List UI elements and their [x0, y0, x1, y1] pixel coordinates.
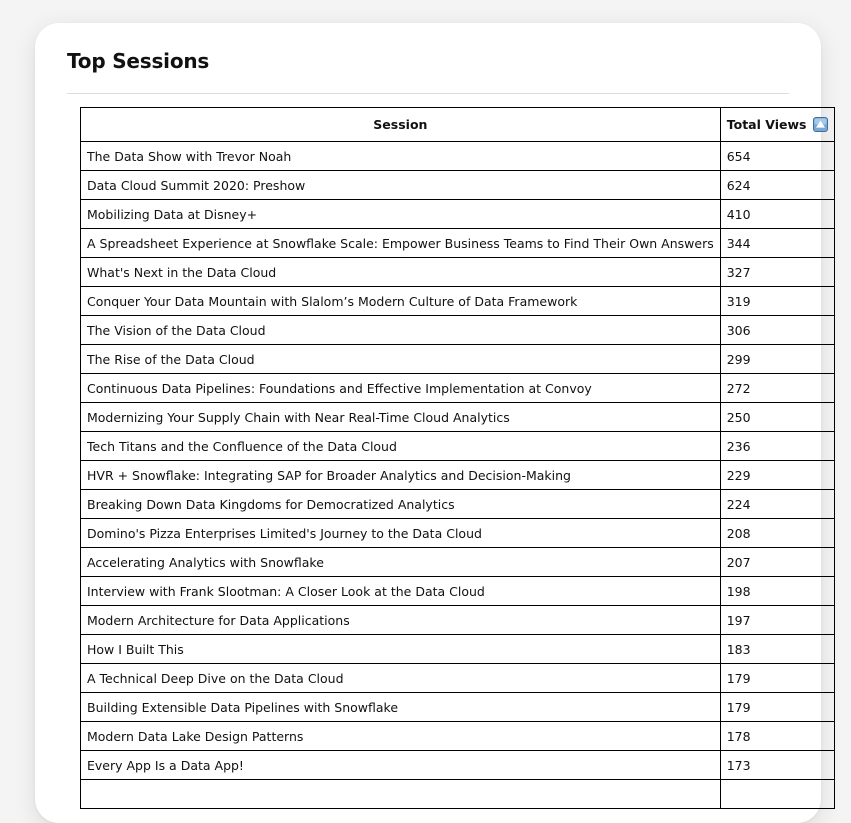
session-cell: Modern Architecture for Data Applications — [81, 606, 721, 635]
session-cell: Domino's Pizza Enterprises Limited's Journey to the Data Cloud — [81, 519, 721, 548]
session-cell: Modern Data Lake Design Patterns — [81, 722, 721, 751]
total-views-cell: 624 — [720, 171, 834, 200]
total-views-cell: 207 — [720, 548, 834, 577]
total-views-column-header[interactable] — [720, 108, 834, 142]
session-cell: What's Next in the Data Cloud — [81, 258, 721, 287]
table-row — [81, 606, 835, 635]
total-views-cell: 229 — [720, 461, 834, 490]
table-row — [81, 635, 835, 664]
table-row — [81, 258, 835, 287]
session-cell — [81, 780, 721, 809]
session-cell: Continuous Data Pipelines: Foundations and Effective Implementation at Convoy — [81, 374, 721, 403]
table-row — [81, 403, 835, 432]
table-row — [81, 316, 835, 345]
table-row — [81, 200, 835, 229]
total-views-cell: 179 — [720, 664, 834, 693]
session-cell: Breaking Down Data Kingdoms for Democratized Analytics — [81, 490, 721, 519]
session-cell: A Spreadsheet Experience at Snowflake Scale: Empower Business Teams to Find Their Own Answers — [81, 229, 721, 258]
total-views-cell: 654 — [720, 142, 834, 171]
total-views-header-label: Total Views — [726, 117, 807, 132]
session-cell: Modernizing Your Supply Chain with Near Real-Time Cloud Analytics — [81, 403, 721, 432]
total-views-cell: 173 — [720, 751, 834, 780]
total-views-cell: 306 — [720, 316, 834, 345]
table-row — [81, 780, 835, 809]
table-row — [81, 432, 835, 461]
session-cell: How I Built This — [81, 635, 721, 664]
session-cell: A Technical Deep Dive on the Data Cloud — [81, 664, 721, 693]
table-header-row — [81, 108, 835, 142]
total-views-cell: 299 — [720, 345, 834, 374]
session-cell: The Vision of the Data Cloud — [81, 316, 721, 345]
table-row — [81, 519, 835, 548]
total-views-cell: 344 — [720, 229, 834, 258]
session-cell: Accelerating Analytics with Snowflake — [81, 548, 721, 577]
total-views-cell: 319 — [720, 287, 834, 316]
table-row — [81, 345, 835, 374]
table-row — [81, 142, 835, 171]
table-row — [81, 461, 835, 490]
session-cell: Data Cloud Summit 2020: Preshow — [81, 171, 721, 200]
session-cell: Mobilizing Data at Disney+ — [81, 200, 721, 229]
session-column-header[interactable] — [81, 108, 721, 142]
table-row — [81, 374, 835, 403]
session-cell: Every App Is a Data App! — [81, 751, 721, 780]
table-row — [81, 664, 835, 693]
table-row — [81, 490, 835, 519]
session-cell: Interview with Frank Slootman: A Closer Look at the Data Cloud — [81, 577, 721, 606]
total-views-cell: 208 — [720, 519, 834, 548]
table-row — [81, 548, 835, 577]
table-row — [81, 722, 835, 751]
total-views-cell: 410 — [720, 200, 834, 229]
session-cell: HVR + Snowflake: Integrating SAP for Broader Analytics and Decision-Making — [81, 461, 721, 490]
table-body — [81, 142, 835, 809]
total-views-cell: 272 — [720, 374, 834, 403]
table-row — [81, 577, 835, 606]
total-views-cell: 179 — [720, 693, 834, 722]
session-cell: Building Extensible Data Pipelines with Snowflake — [81, 693, 721, 722]
total-views-cell: 236 — [720, 432, 834, 461]
table-row — [81, 171, 835, 200]
total-views-cell: 178 — [720, 722, 834, 751]
total-views-cell: 198 — [720, 577, 834, 606]
total-views-cell: 250 — [720, 403, 834, 432]
total-views-cell: 327 — [720, 258, 834, 287]
top-sessions-card — [35, 23, 821, 823]
table-row — [81, 287, 835, 316]
sessions-table — [80, 107, 835, 809]
table-row — [81, 751, 835, 780]
total-views-cell: 197 — [720, 606, 834, 635]
session-cell: Tech Titans and the Confluence of the Data Cloud — [81, 432, 721, 461]
table-row — [81, 229, 835, 258]
sort-up-icon[interactable] — [813, 117, 828, 132]
session-cell: Conquer Your Data Mountain with Slalom’s Modern Culture of Data Framework — [81, 287, 721, 316]
table-row — [81, 693, 835, 722]
session-cell: The Data Show with Trevor Noah — [81, 142, 721, 171]
title-divider — [67, 93, 789, 94]
total-views-cell: 224 — [720, 490, 834, 519]
total-views-cell: 183 — [720, 635, 834, 664]
page-title: Top Sessions — [67, 49, 210, 73]
session-cell: The Rise of the Data Cloud — [81, 345, 721, 374]
session-header-label: Session — [373, 117, 428, 132]
total-views-cell — [720, 780, 834, 809]
